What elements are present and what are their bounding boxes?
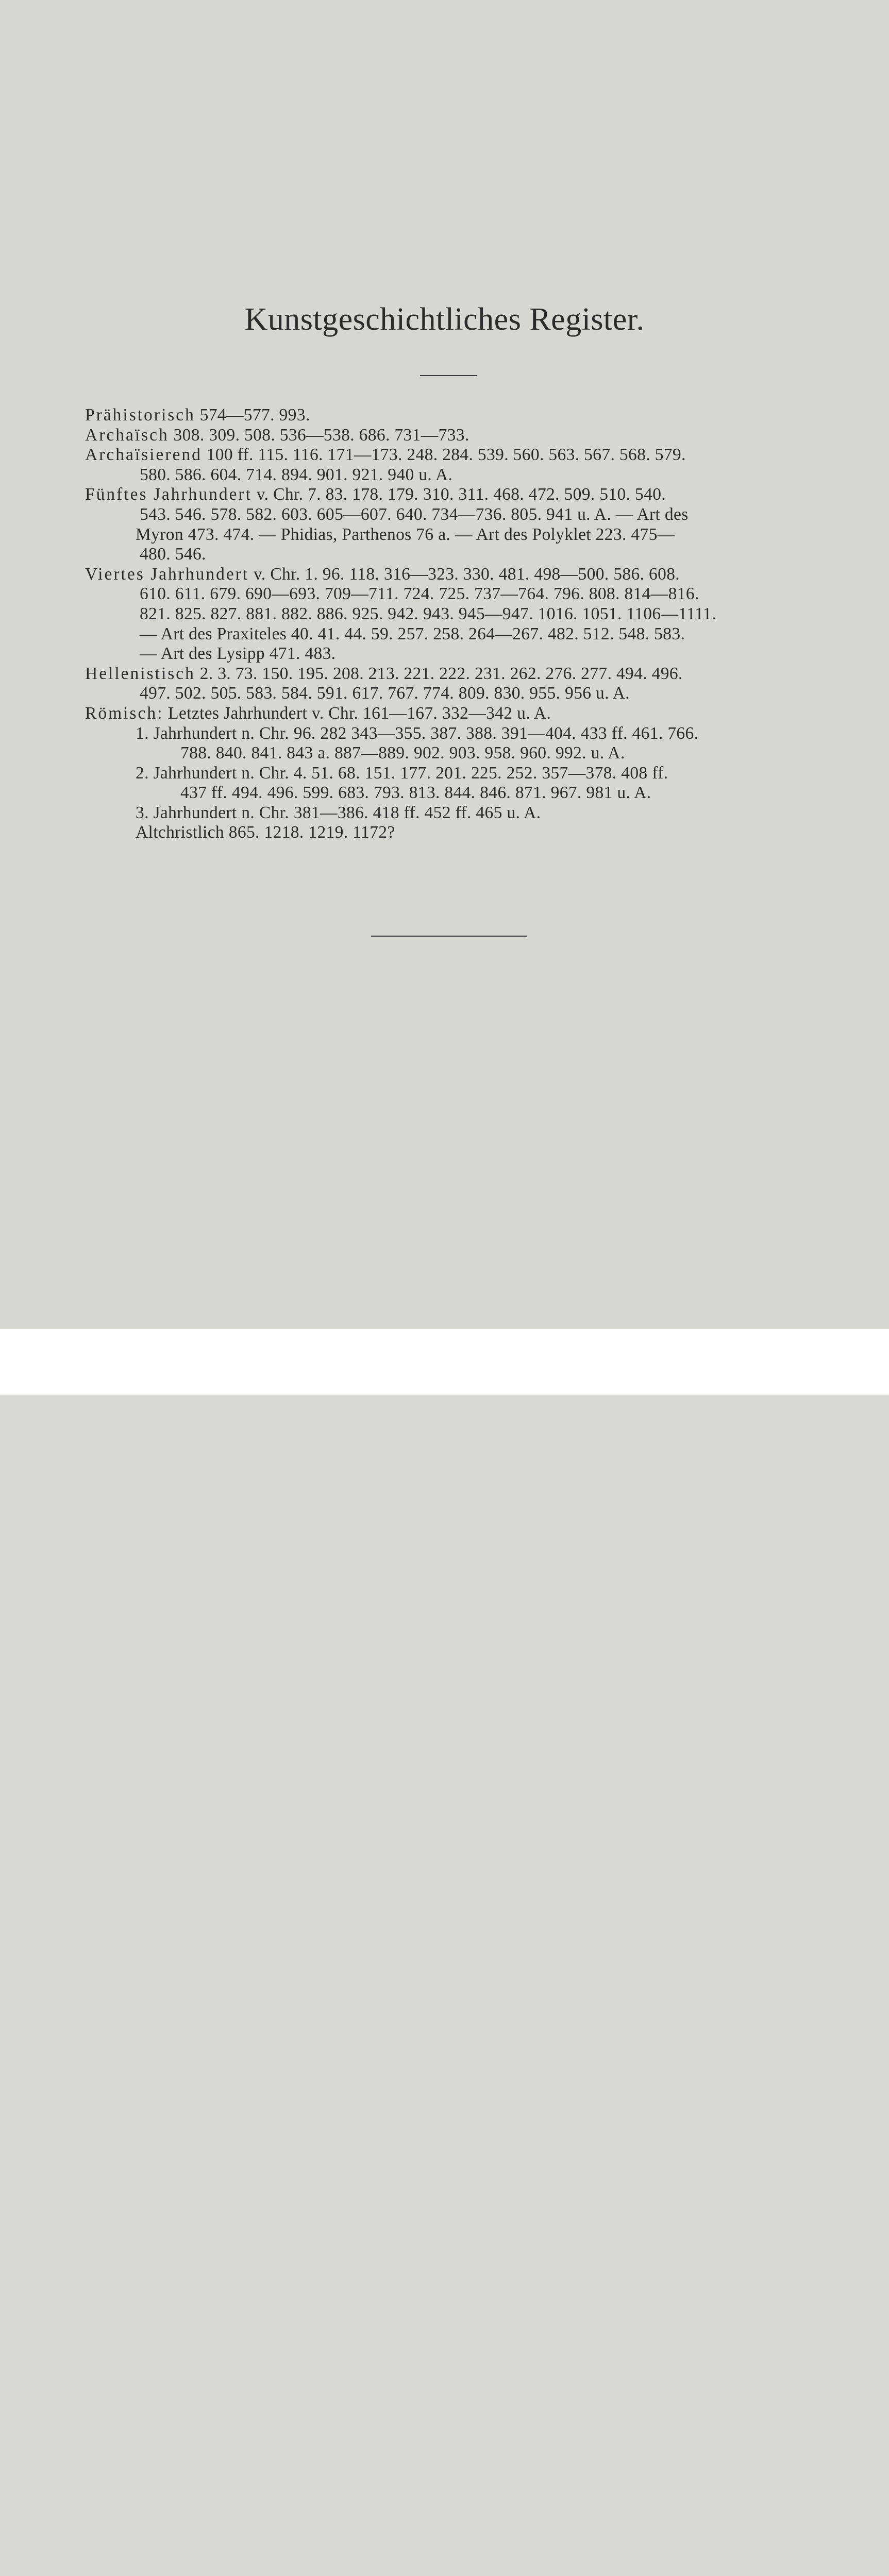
- entry-references: — Art des Lysipp 471. 483.: [140, 644, 336, 664]
- entry-references: 821. 825. 827. 881. 882. 886. 925. 942. 943. 945—947. 1016. 1051. 1106—1111.: [140, 604, 716, 623]
- entry-references: 574—577. 993.: [195, 405, 310, 425]
- entry-references: Myron 473. 474. — Phidias, Parthenos 76 a. — Art des Polyklet 223. 475—: [136, 524, 675, 544]
- entry-references: 610. 611. 679. 690—693. 709—711. 724. 725. 737—764. 796. 808. 814—816.: [140, 584, 699, 604]
- register-line: [85, 724, 817, 744]
- register-line: [85, 803, 817, 823]
- register-line: [85, 465, 817, 485]
- register-line: [85, 525, 817, 545]
- entry-references: 3. Jahrhundert n. Chr. 381—386. 418 ff. 452 ff. 465 u. A.: [136, 803, 541, 822]
- digitization-footer: [0, 1329, 889, 1395]
- entry-references: 437 ff. 494. 496. 599. 683. 793. 813. 844. 846. 871. 967. 981 u. A.: [180, 783, 651, 803]
- register-line: [85, 743, 817, 764]
- entry-references: 308. 309. 508. 536—538. 686. 731—733.: [169, 425, 469, 445]
- entry-references: 543. 546. 578. 582. 603. 605—607. 640. 734—736. 805. 941 u. A. — Art des: [140, 504, 689, 524]
- entry-references: Letztes Jahrhundert v. Chr. 161—167. 332—342 u. A.: [163, 703, 551, 723]
- entry-references: — Art des Praxiteles 40. 41. 44. 59. 257. 258. 264—267. 482. 512. 548. 583.: [140, 624, 685, 643]
- entry-references: 580. 586. 604. 714. 894. 901. 921. 940 u. A.: [140, 465, 453, 484]
- entry-references: 2. 3. 73. 150. 195. 208. 213. 221. 222. 231. 262. 276. 277. 494. 496.: [195, 664, 683, 683]
- entry-heading: Viertes Jahrhundert: [85, 564, 249, 584]
- entry-references: v. Chr. 7. 83. 178. 179. 310. 311. 468. 472. 509. 510. 540.: [252, 485, 666, 504]
- end-divider: [371, 936, 527, 937]
- entry-heading: Archaïsch: [85, 425, 169, 445]
- entry-references: Altchristlich 865. 1218. 1219. 1172?: [136, 823, 395, 842]
- register-line: [85, 545, 817, 565]
- entry-references: 100 ff. 115. 116. 171—173. 248. 284. 539. 560. 563. 567. 568. 579.: [202, 445, 686, 465]
- entry-references: 2. Jahrhundert n. Chr. 4. 51. 68. 151. 177. 201. 225. 252. 357—378. 408 ff.: [136, 763, 668, 783]
- register-line: [85, 624, 817, 645]
- entry-references: 1. Jahrhundert n. Chr. 96. 282 343—355. 387. 388. 391—404. 433 ff. 461. 766.: [136, 723, 699, 743]
- entry-references: 497. 502. 505. 583. 584. 591. 617. 767. 774. 809. 830. 955. 956 u. A.: [140, 684, 630, 703]
- entry-heading: Hellenistisch: [85, 664, 195, 683]
- entry-heading: Römisch:: [85, 703, 164, 723]
- register-line: [85, 604, 817, 624]
- register-line: [85, 485, 817, 505]
- page-title: Kunstgeschichtliches Register.: [244, 302, 645, 337]
- register-line: [85, 664, 817, 684]
- register-line: [85, 783, 817, 803]
- entry-references: 788. 840. 841. 843 a. 887—889. 902. 903. 958. 960. 992. u. A.: [180, 743, 625, 763]
- register-line: [85, 584, 817, 604]
- register-line: [85, 445, 817, 465]
- register-line: [85, 684, 817, 704]
- register-line: [85, 426, 817, 446]
- entry-heading: Prähistorisch: [85, 405, 195, 425]
- register-line: [85, 565, 817, 585]
- register-line: [85, 405, 817, 426]
- title-divider: [420, 375, 477, 376]
- register-line: [85, 704, 817, 724]
- register-line: [85, 505, 817, 525]
- entry-references: v. Chr. 1. 96. 118. 316—323. 330. 481. 498—500. 586. 608.: [249, 564, 680, 584]
- entry-references: 480. 546.: [140, 545, 206, 564]
- register-entries: [85, 405, 817, 843]
- entry-heading: Archaïsierend: [85, 445, 202, 465]
- entry-heading: Fünftes Jahrhundert: [85, 485, 253, 504]
- register-line: [85, 823, 817, 843]
- register-line: [85, 764, 817, 784]
- register-line: [85, 644, 817, 664]
